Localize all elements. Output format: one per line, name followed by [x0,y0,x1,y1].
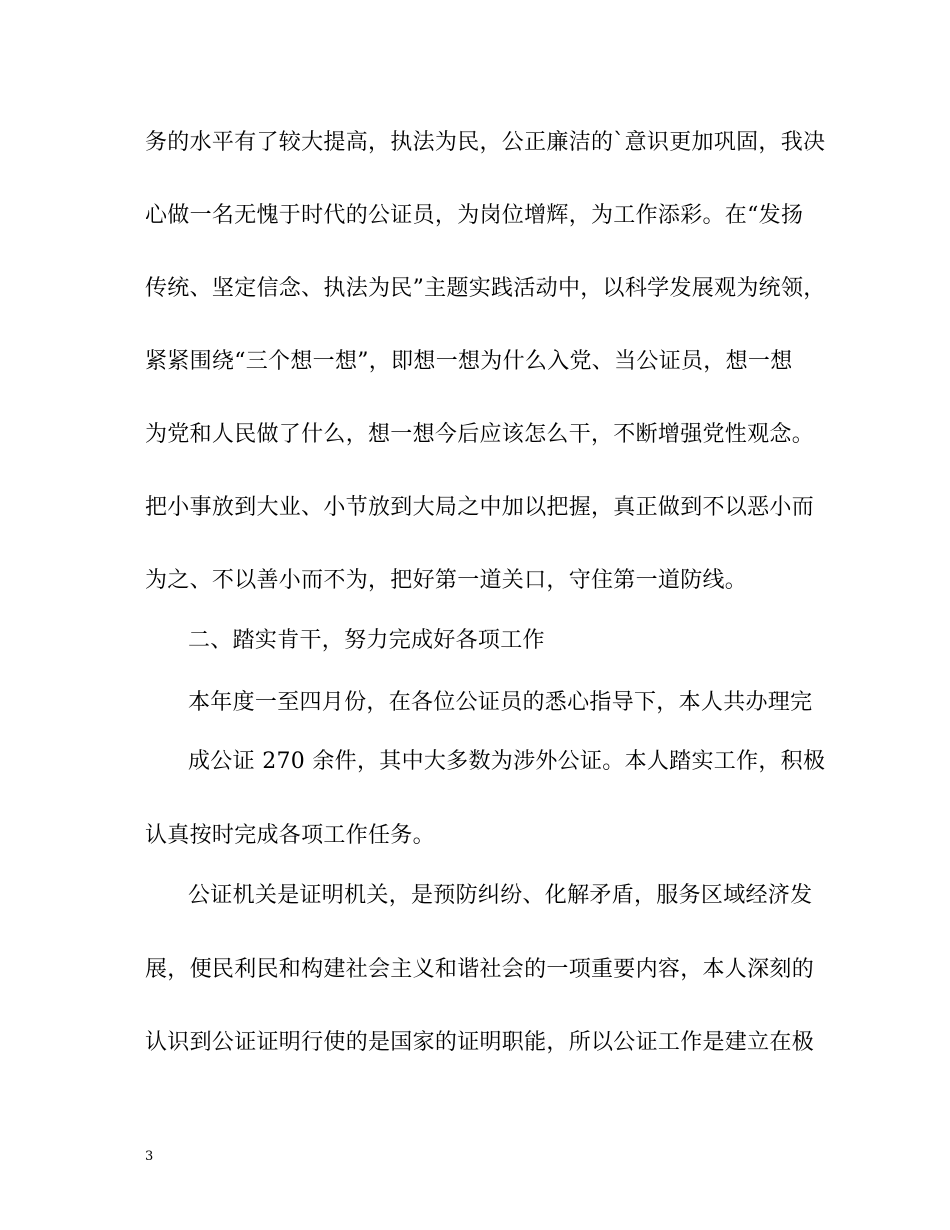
body-text-line: 紧紧围绕“三个想一想”，即想一想为什么入党、当公证员，想一想 [145,349,793,374]
body-text-line: 展，便民利民和构建社会主义和谐社会的一项重要内容，本人深刻的 [145,957,815,982]
body-text-line: 为党和人民做了什么，想一想今后应该怎么干，不断增强党性观念。 [145,422,815,447]
body-text-line: 公证机关是证明机关，是预防纠纷、化解矛盾，服务区域经济发 [188,883,813,908]
page-number: 3 [145,1149,154,1164]
body-text-line: 把小事放到大业、小节放到大局之中加以把握，真正做到不以恶小而 [145,495,815,520]
body-text-line: 传统、坚定信念、执法为民”主题实践活动中，以科学发展观为统领， [145,276,826,301]
body-text-line: 成公证 270 余件，其中大多数为涉外公证。本人踏实工作，积极 [188,749,826,774]
body-text-line: 为之、不以善小而不为，把好第一道关口，守住第一道防线。 [145,568,748,593]
body-text-line: 务的水平有了较大提高，执法为民，公正廉洁的`意识更加巩固，我决 [145,130,826,155]
body-text-line: 认真按时完成各项工作任务。 [145,823,435,848]
body-text-line: 认识到公证证明行使的是国家的证明职能，所以公证工作是建立在极 [145,1030,815,1055]
section-heading: 二、踏实肯干，努力完成好各项工作 [188,628,545,653]
body-text-line: 本年度一至四月份，在各位公证员的悉心指导下，本人共办理完 [188,690,813,715]
body-text-line: 心做一名无愧于时代的公证员，为岗位增辉，为工作添彩。在“发扬 [145,203,804,228]
